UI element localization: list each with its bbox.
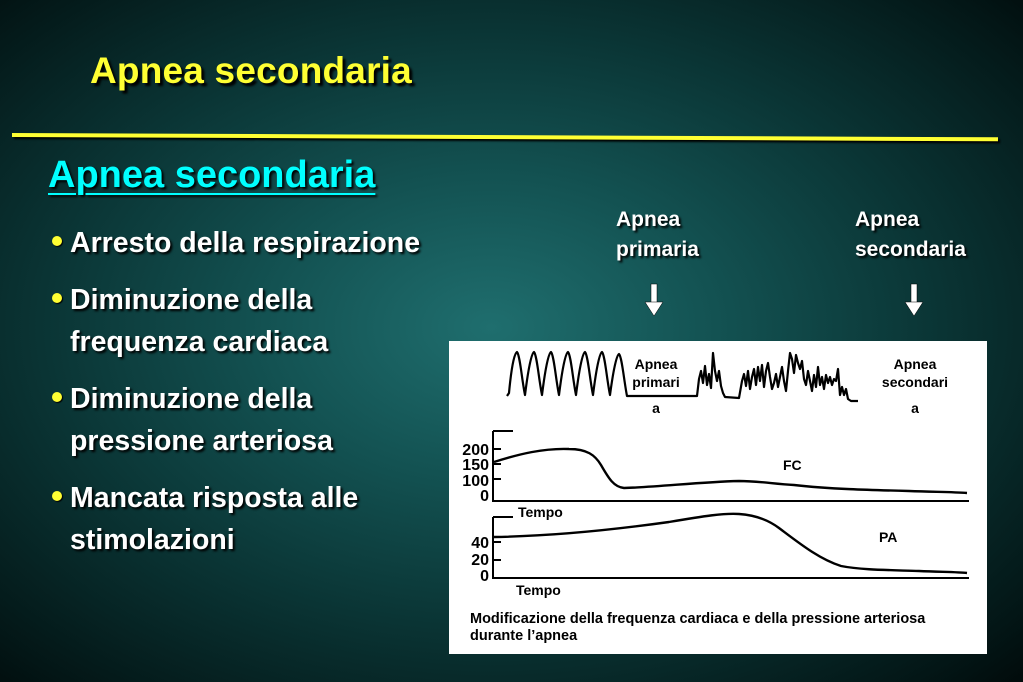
arrow-down-icon — [644, 283, 664, 317]
arrow-down-icon — [904, 283, 924, 317]
pa-tick-label: 40 — [471, 535, 489, 552]
bullet-dot-icon — [52, 392, 62, 402]
fc-series-label: FC — [783, 457, 802, 473]
bullet-item — [48, 279, 448, 363]
fc-curve — [494, 449, 967, 493]
secondary-apnea-label-line: secondaria — [855, 238, 966, 261]
respiration-trace — [507, 352, 858, 401]
bullet-text: Diminuzione della frequenza cardiaca — [70, 284, 329, 358]
figure-secondary-label-line: a — [911, 400, 919, 416]
pa-x-axis-label: Tempo — [516, 582, 561, 598]
physiology-plot — [449, 341, 987, 654]
bullet-text: Arresto della respirazione — [70, 227, 421, 259]
bullet-list — [48, 222, 448, 576]
figure-primary-label-line: a — [652, 400, 660, 416]
fc-tick-label: 200 — [462, 442, 489, 459]
fc-tick-label: 100 — [462, 473, 489, 490]
pa-axis — [493, 517, 969, 578]
bullet-text: Diminuzione della pressione arteriosa — [70, 383, 333, 457]
figure-secondary-label-line: secondari — [881, 374, 949, 390]
figure-caption: Modificazione della frequenza cardiaca e della pressione arteriosa durante l’apnea — [470, 611, 926, 644]
apnea-figure — [449, 341, 987, 654]
fc-x-axis-label: Tempo — [518, 504, 563, 520]
bullet-dot-icon — [52, 293, 62, 303]
secondary-apnea-label — [855, 205, 966, 265]
bullet-item — [48, 222, 448, 264]
fc-tick-label: 150 — [462, 457, 489, 474]
bullet-item — [48, 477, 448, 561]
primary-apnea-label — [616, 205, 699, 265]
bullet-item — [48, 378, 448, 462]
primary-apnea-label-line: primaria — [616, 238, 699, 261]
section-subtitle: Apnea secondaria — [48, 154, 376, 196]
fc-tick-label: 0 — [480, 488, 489, 505]
secondary-apnea-label-line: Apnea — [855, 208, 920, 231]
bullet-dot-icon — [52, 236, 62, 246]
pa-tick-label: 20 — [471, 552, 489, 569]
pa-tick-label: 0 — [480, 568, 489, 585]
figure-secondary-label-line: Apnea — [893, 356, 937, 372]
pa-series-label: PA — [879, 529, 898, 545]
bullet-text: Mancata risposta alle stimolazioni — [70, 482, 359, 556]
primary-apnea-label-line: Apnea — [616, 208, 681, 231]
figure-primary-label-line: Apnea — [634, 356, 678, 372]
bullet-dot-icon — [52, 491, 62, 501]
figure-primary-label-line: primari — [632, 374, 680, 390]
title-divider — [12, 133, 998, 141]
slide-title: Apnea secondaria — [90, 50, 412, 91]
